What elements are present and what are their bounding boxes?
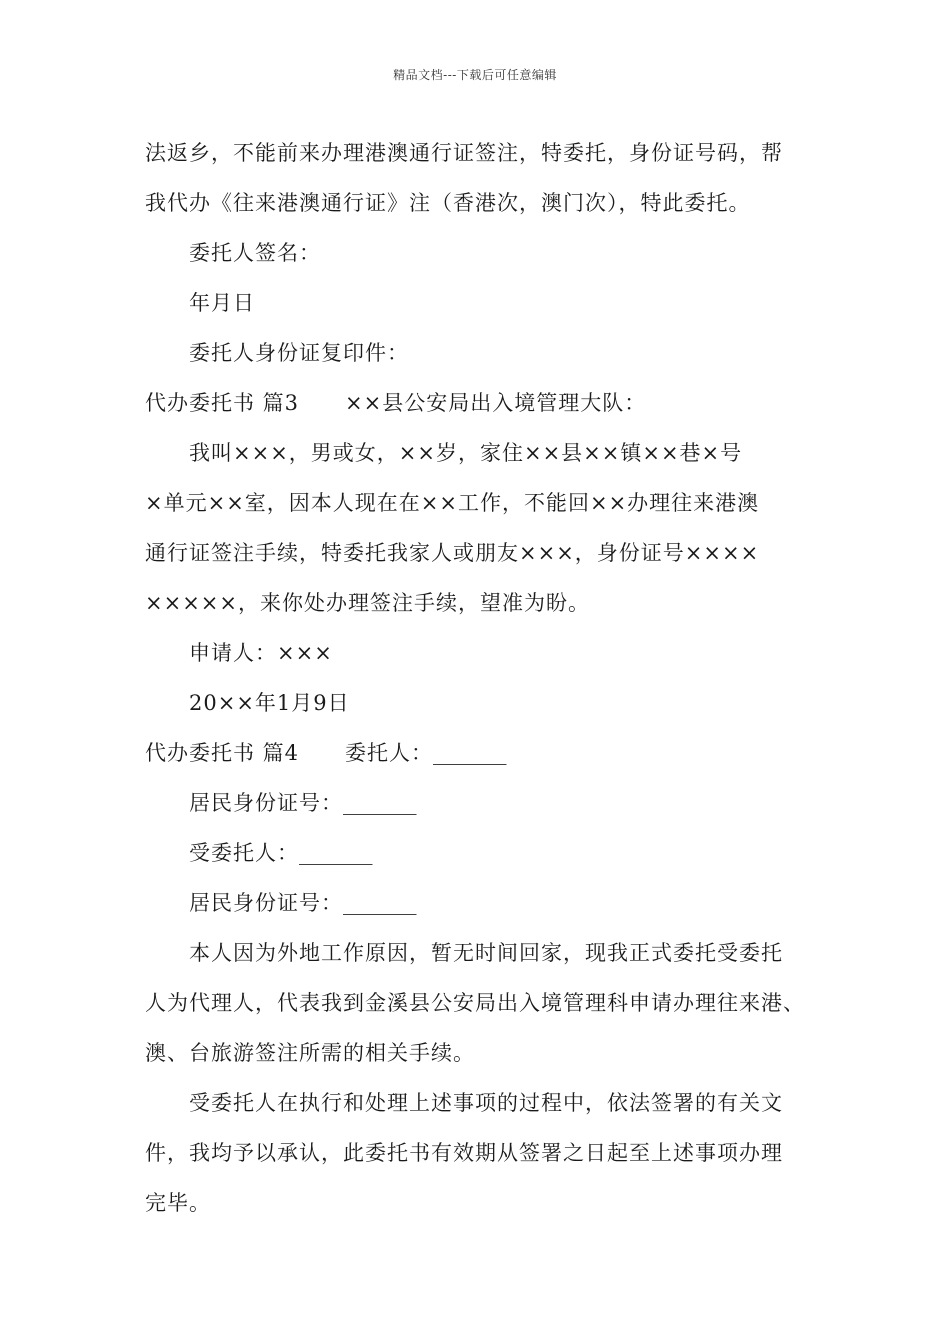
line-text: ×单元××室，因本人现在在××工作，不能回××办理往来港澳 <box>145 491 760 515</box>
fill-in-blank: _______ <box>343 791 417 815</box>
text-line <box>145 978 825 1028</box>
document-body <box>145 128 825 1228</box>
text-line <box>145 778 825 828</box>
text-line <box>145 528 825 578</box>
line-text: 受委托人： <box>189 841 299 865</box>
line-text: 委托人身份证复印件： <box>189 341 409 365</box>
text-line <box>145 1128 825 1178</box>
section-heading-line <box>145 378 825 428</box>
text-line <box>145 1078 825 1128</box>
line-text: 澳、台旅游签注所需的相关手续。 <box>145 1041 475 1065</box>
section-heading-line <box>145 728 825 778</box>
fill-in-blank: _______ <box>433 741 507 765</box>
line-text: 件，我均予以承认，此委托书有效期从签署之日起至上述事项办理 <box>145 1141 783 1165</box>
line-text: 年月日 <box>189 291 255 315</box>
line-text: 委托人签名： <box>189 241 321 265</box>
text-line <box>145 928 825 978</box>
text-line <box>145 128 825 178</box>
text-line <box>145 578 825 628</box>
fill-in-blank: _______ <box>343 891 417 915</box>
text-line <box>145 828 825 878</box>
text-line <box>145 178 825 228</box>
line-text: 通行证签注手续，特委托我家人或朋友×××，身份证号×××× <box>145 541 760 565</box>
text-line <box>145 428 825 478</box>
text-line <box>145 1028 825 1078</box>
text-line <box>145 678 825 728</box>
text-line <box>145 328 825 378</box>
text-line <box>145 228 825 278</box>
line-text: 申请人：××× <box>189 641 333 665</box>
line-text: 居民身份证号： <box>189 891 343 915</box>
line-text: 完毕。 <box>145 1191 211 1215</box>
fill-in-blank: _______ <box>299 841 373 865</box>
line-text: 委托人： <box>345 741 434 765</box>
text-line <box>145 878 825 928</box>
text-line <box>145 1178 825 1228</box>
line-text: 本人因为外地工作原因，暂无时间回家，现我正式委托受委托 <box>189 941 783 965</box>
text-line <box>145 278 825 328</box>
text-line <box>145 628 825 678</box>
section-heading: 代办委托书 篇4 <box>145 741 300 765</box>
line-text: 我代办《往来港澳通行证》注（香港次，澳门次），特此委托。 <box>145 191 751 215</box>
line-text: 我叫×××，男或女，××岁，家住××县××镇××巷×号 <box>189 441 743 465</box>
line-text: 20××年1月9日 <box>189 691 350 715</box>
line-text: 人为代理人，代表我到金溪县公安局出入境管理科申请办理往来港、 <box>145 991 805 1015</box>
line-text: 居民身份证号： <box>189 791 343 815</box>
section-heading: 代办委托书 篇3 <box>145 391 300 415</box>
text-line <box>145 478 825 528</box>
line-text: 法返乡，不能前来办理港澳通行证签注，特委托，身份证号码，帮 <box>145 141 783 165</box>
line-text: ×××××，来你处办理签注手续，望准为盼。 <box>145 591 590 615</box>
line-text: 受委托人在执行和处理上述事项的过程中，依法签署的有关文 <box>189 1091 783 1115</box>
page-header: 精品文档---下载后可任意编辑 <box>393 68 557 82</box>
line-text: ××县公安局出入境管理大队： <box>345 391 647 415</box>
